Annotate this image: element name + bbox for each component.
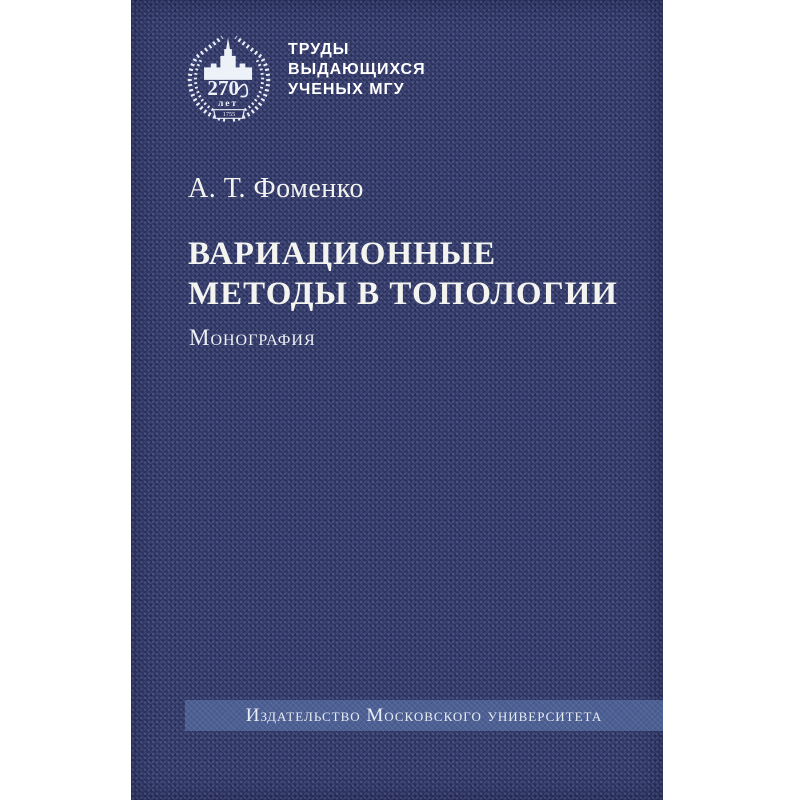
- logo-years-label: лет: [217, 97, 239, 109]
- series-line-2: ВЫДАЮЩИХСЯ: [288, 61, 426, 78]
- book-title: [188, 234, 618, 314]
- msu-building-icon: [204, 38, 252, 80]
- logo-founded-year: 1755: [222, 111, 236, 119]
- book-subtitle: Монография: [189, 325, 316, 350]
- author-name: А. Т. Фоменко: [188, 173, 364, 204]
- series-title: [288, 40, 426, 100]
- publisher-band: [185, 700, 663, 731]
- msu-270-anniversary-logo-icon: [181, 29, 277, 125]
- logo-years-text: 270: [207, 76, 240, 101]
- publisher-name: Издательство Московского университета: [245, 704, 603, 726]
- logo-flourish-icon: [238, 84, 248, 96]
- book-title-line-2: МЕТОДЫ В ТОПОЛОГИИ: [188, 276, 618, 312]
- series-line-3: УЧЕНЫХ МГУ: [288, 81, 405, 98]
- book-cover: [131, 0, 663, 800]
- series-line-1: ТРУДЫ: [288, 41, 350, 58]
- book-title-line-1: ВАРИАЦИОННЫЕ: [188, 236, 497, 272]
